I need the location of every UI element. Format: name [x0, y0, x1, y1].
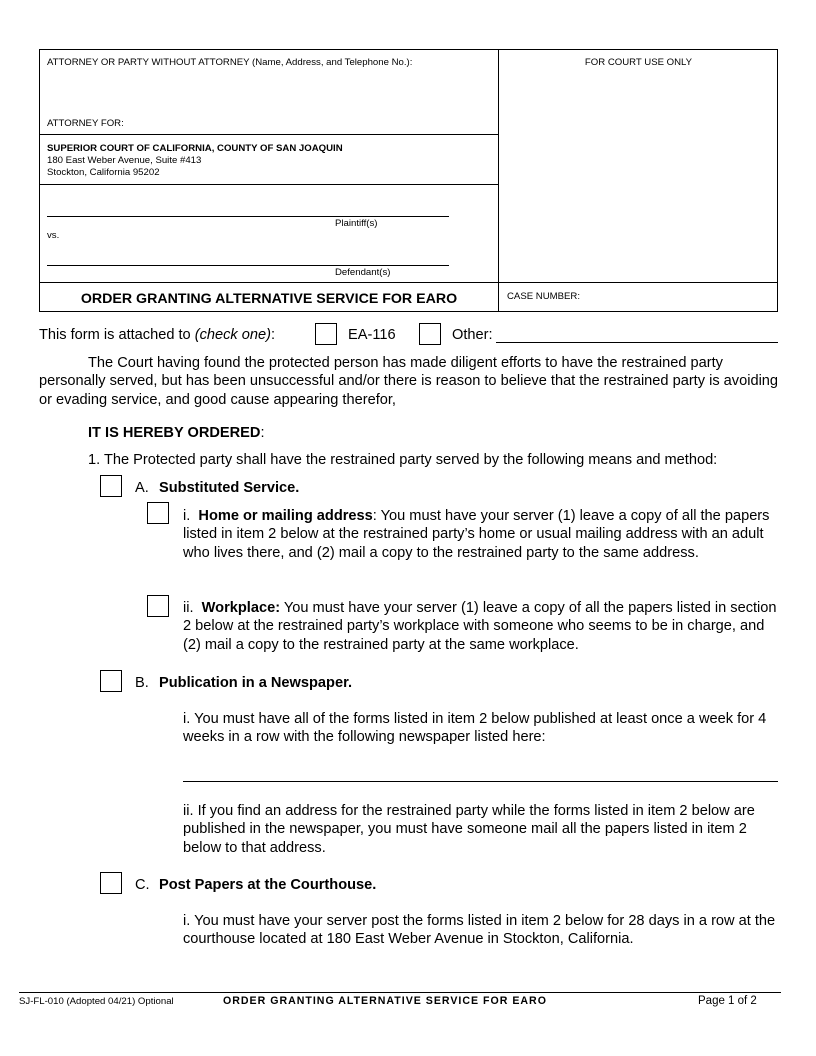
- attached-check-one: (check one): [194, 327, 271, 343]
- section-a-i-body: : You must have your server (1) leave a copy of all the papers listed in item 2 below at the restrained party’s home or usual mailing address with an adult who lives there, and (2) mail a copy to the restrained party to the same address.: [183, 508, 770, 561]
- attached-prefix: This form is attached to: [39, 327, 195, 343]
- section-a-i-num: i.: [183, 508, 191, 524]
- other-checkbox[interactable]: [419, 323, 441, 345]
- section-b-checkbox[interactable]: [100, 670, 122, 692]
- caption-divider-court: [39, 184, 499, 185]
- footer-rule: [19, 992, 781, 993]
- section-a-ii-checkbox[interactable]: [147, 595, 169, 617]
- section-a-checkbox[interactable]: [100, 475, 122, 497]
- court-address-2: Stockton, California 95202: [47, 167, 160, 178]
- ordered-heading-colon: :: [260, 425, 265, 441]
- section-c-letter: C.: [135, 877, 150, 893]
- intro-paragraph: The Court having found the protected person has made diligent efforts to have the restrained party personally served, but has been unsuccessful and/or there is reason to believe that the restrained party is avoiding or evading service, and good cause appearing therefor,: [39, 355, 779, 408]
- ea116-label: EA-116: [348, 327, 396, 343]
- defendant-line[interactable]: [47, 265, 449, 266]
- section-b-i-text: i. You must have all of the forms listed in item 2 below published at least once a week for 4 weeks in a row with the following newspaper listed here:: [183, 711, 767, 746]
- section-b-title: Publication in a Newspaper.: [159, 675, 353, 691]
- section-a-ii-text: [183, 599, 781, 654]
- footer-title: ORDER GRANTING ALTERNATIVE SERVICE FOR EARO: [223, 995, 547, 1007]
- section-c-title: Post Papers at the Courthouse.: [159, 877, 377, 893]
- section-a-ii-num: ii.: [183, 600, 194, 616]
- attorney-for-label: ATTORNEY FOR:: [47, 118, 124, 129]
- caption-divider-attorney: [39, 134, 499, 135]
- footer-page: Page 1 of 2: [698, 995, 757, 1007]
- item-1-text: 1. The Protected party shall have the restrained party served by the following means and method:: [88, 452, 718, 468]
- section-a-i-text: [183, 507, 781, 562]
- court-address-1: 180 East Weber Avenue, Suite #413: [47, 155, 202, 166]
- ordered-heading-text: IT IS HEREBY ORDERED: [88, 425, 261, 441]
- caption-box: [39, 49, 778, 312]
- other-label: Other:: [452, 327, 493, 343]
- case-number-label: CASE NUMBER:: [507, 291, 581, 302]
- section-b-letter: B.: [135, 675, 149, 691]
- attached-line: [39, 326, 275, 344]
- court-name: SUPERIOR COURT OF CALIFORNIA, COUNTY OF SAN JOAQUIN: [47, 143, 343, 154]
- ea116-checkbox[interactable]: [315, 323, 337, 345]
- section-a-i-checkbox[interactable]: [147, 502, 169, 524]
- plaintiff-label: Plaintiff(s): [335, 218, 378, 229]
- attorney-label: ATTORNEY OR PARTY WITHOUT ATTORNEY (Name, Address, and Telephone No.):: [47, 57, 413, 68]
- section-a-i-title: Home or mailing address: [198, 508, 373, 524]
- defendant-label: Defendant(s): [335, 267, 391, 278]
- section-a-letter: A.: [135, 480, 149, 496]
- caption-divider-title: [39, 282, 778, 283]
- court-use-label: FOR COURT USE ONLY: [584, 57, 693, 68]
- attached-colon: :: [270, 327, 276, 343]
- section-a-ii-title: Workplace:: [201, 600, 281, 616]
- ordered-heading: [88, 424, 265, 442]
- footer-form-id: SJ-FL-010 (Adopted 04/21) Optional: [19, 996, 174, 1007]
- section-c-i-text: i. You must have your server post the forms listed in item 2 below for 28 days in a row at the courthouse located at 180 East Weber Avenue in Stockton, California.: [183, 913, 776, 948]
- section-a-ii-body: You must have your server (1) leave a copy of all the papers listed in section 2 below at the restrained party’s workplace with someone who seems to be in charge, and (2) mail a copy to the restrained party at the same workplace.: [183, 600, 777, 653]
- newspaper-line[interactable]: [183, 781, 778, 782]
- section-a-title: Substituted Service.: [159, 480, 300, 496]
- vs-label: vs.: [47, 230, 60, 241]
- section-b-ii-text: ii. If you find an address for the restrained party while the forms listed in item 2 below are published in the newspaper, you must have someone mail all the papers listed in item 2 below to that address.: [183, 803, 755, 856]
- other-line[interactable]: [496, 342, 778, 343]
- form-title: ORDER GRANTING ALTERNATIVE SERVICE FOR EARO: [80, 291, 458, 307]
- section-c-checkbox[interactable]: [100, 872, 122, 894]
- caption-divider-vertical: [498, 49, 499, 312]
- plaintiff-line[interactable]: [47, 216, 449, 217]
